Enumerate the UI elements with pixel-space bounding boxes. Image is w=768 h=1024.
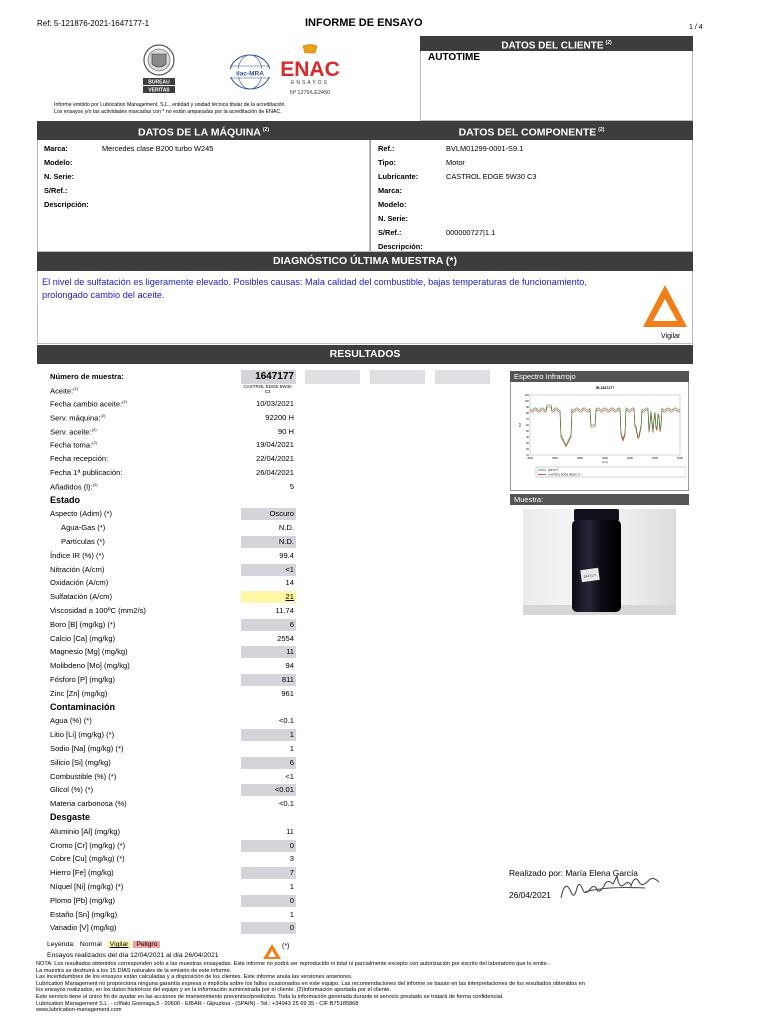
sample-number: 1647177: [241, 370, 296, 384]
component-field-value: BVLM01299-0001-S9.1: [446, 144, 524, 153]
results-value: 11: [286, 826, 294, 836]
results-value: 1: [289, 909, 294, 919]
report-title: INFORME DE ENSAYO: [305, 17, 423, 29]
client-section-title: DATOS DEL CLIENTE: [501, 40, 604, 52]
results-value: <0.1: [279, 799, 294, 809]
oil-value: CASTROL EDGE 5W30 C3: [243, 384, 292, 394]
legend-vigilar: Vigilar: [107, 941, 132, 948]
results-label: Cobre [Cu] (mg/kg) (*): [50, 854, 125, 864]
page-number: 1 / 4: [689, 24, 703, 31]
results-section-title: Desgaste: [50, 812, 91, 822]
results-value: 5: [289, 481, 294, 491]
client-section-header: [420, 36, 693, 51]
results-value: 10/03/2021: [255, 399, 294, 408]
results-label: Serv. aceite:$^{(2)}$: [50, 426, 97, 437]
spectrum-x-tick: 4000: [527, 457, 533, 460]
spectrum-legend-entry: CASTROL EDGE 5W30 C3: [548, 473, 580, 477]
spectrum-y-tick: 70: [526, 418, 529, 421]
results-label: Nitración (A/cm): [50, 564, 105, 574]
footer-notes: [36, 961, 736, 1014]
legend: [47, 941, 160, 948]
results-value: 0: [241, 922, 296, 934]
client-sup: (2): [605, 40, 612, 46]
results-label: Aluminio [Al] (mg/kg): [50, 826, 121, 836]
results-label: Fecha 1ª publicación:: [50, 468, 123, 477]
results-value: N.D.: [278, 523, 294, 533]
results-value: <1: [241, 564, 296, 576]
spectrum-y-tick: 30: [526, 442, 529, 445]
results-section-title: Contaminación: [50, 701, 116, 712]
results-label: Agua (%) (*): [50, 716, 92, 726]
results-label: Calcio [Ca] (mg/kg): [50, 633, 115, 643]
results-label: Fecha recepción:: [50, 454, 109, 464]
signature-date: 26/04/2021: [509, 890, 551, 900]
spectrum-x-unit: cm-1: [602, 461, 608, 464]
component-field-value: CASTROL EDGE 5W30 C3: [446, 172, 537, 181]
legend-normal: Normal: [79, 941, 102, 948]
spectrum-y-tick: 10: [526, 454, 529, 457]
results-label: Número de muestra:: [50, 372, 124, 381]
results-value: 811: [241, 674, 296, 686]
results-value: <0.01: [241, 784, 296, 796]
results-label: Aceite:$^{(2)}$: [50, 386, 79, 396]
spectrum-x-tick: 1000: [677, 457, 683, 460]
results-label: Serv. máquina:$^{(2)}$: [50, 412, 106, 423]
results-value: 21: [241, 591, 296, 603]
enac-number: Nº 1279/LE2450: [289, 90, 331, 96]
results-value: 22/04/2021: [255, 454, 294, 464]
results-section-title: Estado: [50, 494, 81, 505]
diagnosis-section-header: DIAGNÓSTICO ÚLTIMA MUESTRA (*): [37, 252, 693, 271]
component-field-value: Motor: [446, 158, 465, 167]
spectrum-x-tick: 2000: [627, 457, 633, 460]
component-field-label: Lubricante:: [378, 172, 419, 181]
spectrum-x-tick: 2500: [602, 457, 608, 460]
spectrum-x-tick: 3500: [552, 457, 558, 460]
component-field-label: Marca:: [378, 186, 402, 195]
machine-field-label: Descripción:: [44, 200, 89, 209]
footer-line: www.lubrication-management.com: [36, 1007, 122, 1014]
diagnosis-text: El nivel de sulfatación es ligeramente elevado. Posibles causas: Mala calidad del combustible, bajas temperaturas de funcionamiento, prolongado cambio del aceite.: [42, 277, 587, 300]
accreditation-line: Los ensayos y/o las actividades marcadas con * no están amparadas por la acreditación de ENAC.: [54, 109, 282, 115]
results-value: 1: [289, 882, 294, 891]
results-label: Partículas (*): [61, 537, 105, 546]
spectrum-legend-entry: 1647177: [548, 469, 559, 472]
footer-line: los ensayos realizados, en los datos históricos del equipo y en la información suministrada por el cliente. (2)Información aportada por el cliente.: [36, 987, 392, 994]
results-label: Sodio [Na] (mg/kg) (*): [50, 744, 124, 753]
component-section-title: DATOS DEL COMPONENTE: [458, 126, 597, 139]
spectrum-y-tick: 60: [526, 424, 529, 427]
results-label: Viscosidad a 100ºC (mm2/s): [50, 606, 146, 615]
results-value: 26/04/2021: [255, 468, 294, 477]
spectrum-y-unit: %T: [518, 422, 522, 427]
spectrum-x-tick: 1500: [652, 457, 658, 460]
accreditation-note: [54, 102, 384, 116]
machine-field-value: Mercedes clase B200 turbo W245: [102, 144, 214, 153]
footer-line: Lubrication Management no proporciona ninguna garantía expresa o implícita sobre los fallos ocasionados en este equipo. Las recomendaciones del informe se basan en las interpretaciones de los resultados obtenidos en: [36, 980, 585, 987]
results-label: Litio [Li] (mg/kg) (*): [50, 730, 115, 740]
component-field-label: Ref.:: [378, 144, 395, 153]
results-label: Materia carbonosa (%): [50, 799, 127, 809]
spectrum-y-tick: 20: [526, 448, 529, 451]
results-section-header: RESULTADOS: [37, 345, 693, 364]
ilac-logo: [227, 52, 273, 92]
results-label: Magnesio [Mg] (mg/kg): [50, 647, 128, 657]
tested-dates: Ensayos realizados del día 12/04/2021 al día 26/04/2021: [47, 952, 219, 959]
spectrum-y-tick: 50: [526, 430, 529, 433]
results-label: Silicio [Si] (mg/kg): [50, 757, 111, 767]
results-value: Oscuro: [241, 508, 296, 520]
results-label: Fósforo [P] (mg/kg): [50, 675, 115, 684]
bureau-veritas-logo: [137, 42, 181, 98]
spectrum-y-tick: 40: [526, 436, 529, 439]
legend-peligro: Peligro: [133, 941, 160, 948]
results-label: Estaño [Sn] (mg/kg): [50, 909, 118, 919]
history-cell: [305, 370, 360, 384]
enac-logo: [272, 44, 348, 100]
results-value: 0: [241, 840, 296, 852]
spectrum-x-tick: 3000: [577, 457, 583, 460]
spectrum-y-tick: 80: [526, 412, 529, 415]
results-label: Sulfatación (A/cm): [50, 592, 113, 602]
machine-section-title: DATOS DE LA MÁQUINA: [137, 126, 261, 139]
sample-photo: [523, 509, 676, 620]
accreditation-line: Informe emitido por Lubrication Management, S.L., entidad y unidad técnica titular de la acreditación.: [54, 102, 286, 108]
results-value: 0: [241, 895, 296, 907]
legend-label: Leyenda:: [47, 941, 75, 948]
results-label: Agua-Gas (*): [61, 523, 106, 533]
results-value: 6: [241, 757, 296, 769]
spectrum-y-tick: 100: [524, 400, 529, 403]
results-value: 11: [241, 646, 296, 658]
results-value: 90 H: [277, 426, 294, 436]
component-section-header: [370, 121, 693, 140]
spectrum-chart-title: IR-1647177: [595, 386, 615, 390]
results-label: Níquel [Ni] (mg/kg) (*): [50, 882, 124, 891]
spectrum-chart: [516, 383, 686, 494]
spectrum-title: Espectro Infrarrojo: [510, 371, 689, 382]
results-label: Glicol (%) (*): [50, 785, 94, 795]
results-value: 7: [241, 867, 296, 879]
results-value: 94: [285, 661, 294, 671]
component-field-label: Tipo:: [378, 158, 396, 167]
results-value: 92200 H: [265, 412, 294, 422]
results-value: 3: [289, 854, 294, 864]
bv-line1: BUREAU: [148, 79, 170, 86]
machine-field-label: Marca:: [44, 144, 68, 153]
results-value: 19/04/2021: [255, 440, 294, 450]
results-value: 961: [281, 688, 294, 698]
results-label: Combustible (%) (*): [50, 771, 117, 781]
machine-field-label: Modelo:: [44, 158, 73, 167]
history-cell: [370, 370, 425, 384]
enac-name: ENAC: [280, 58, 340, 81]
ilac-text: ilac-MRA: [236, 70, 264, 78]
results-value: 1: [289, 744, 294, 753]
machine-section-header: [37, 121, 370, 140]
sample-title: Muestra:: [510, 494, 689, 505]
component-box: [370, 140, 693, 252]
footer-line: Las incertidumbres de los ensayos están calculadas y a disposición de los clientes. Este informe anula las versiones anteriores.: [36, 974, 353, 981]
footer-line: NOTA: Los resultados obtenidos corresponden sólo a las muestras ensayadas. Este informe no podrá ser reproducido ni total ni parcialmente excepto con autorización por escrito del laboratorio que lo emite.: [36, 961, 549, 967]
results-label: Cromo [Cr] (mg/kg) (*): [50, 840, 126, 850]
spectrum-y-tick: 90: [526, 406, 529, 409]
spectrum-y-tick: 110: [524, 394, 529, 397]
handwritten-signature: [555, 872, 685, 913]
results-value: 99.4: [279, 550, 294, 560]
results-label: Molibdeno [Mo] (mg/kg): [50, 661, 130, 671]
client-name: AUTOTIME: [428, 52, 481, 63]
component-sup: (2): [598, 127, 605, 133]
results-label: Aspecto (Adim) (*): [50, 509, 113, 519]
results-label: Zinc [Zn] (mg/kg): [50, 688, 108, 698]
machine-field-label: N. Serie:: [44, 172, 74, 181]
results-value: 6: [241, 619, 296, 631]
component-field-label: Descripción:: [378, 242, 423, 251]
results-label: Boro [B] (mg/kg) (*): [50, 619, 116, 629]
component-field-value: 000000727|1.1: [446, 228, 496, 237]
results-value: 2554: [277, 633, 294, 643]
component-field-label: Modelo:: [378, 200, 407, 209]
warning-mark: (*): [282, 943, 290, 950]
report-ref: Ref: 5-121876-2021-1647177-1: [37, 19, 150, 28]
machine-sup: (2): [262, 127, 269, 133]
results-value: <1: [285, 771, 294, 781]
results-value: 1: [241, 729, 296, 741]
footer-line: Lubrication Management S.L. - c/Iñaki Goenaga,5 - 20600 - EIBAR - Gipuzkoa - (SPAIN) - Tel.: +34943 25 69 35 - CIF:B75185868: [36, 1000, 359, 1007]
results-label: Añadidos (l):$^{(2)}$: [50, 481, 98, 492]
results-value: 11.74: [275, 606, 294, 615]
results-value: 14: [285, 578, 294, 588]
results-label: Oxidación (A/cm): [50, 578, 109, 588]
footer-line: Este servicio tiene el único fin de ayudar en las acciones de mantenimiento preventivo/predictivo. Toda la información generada durante el servicio prestado se tratará de forma confidencial.: [36, 993, 504, 1000]
history-cell: [435, 370, 490, 384]
machine-box: [37, 140, 370, 252]
signer-name: Realizado por: María Elena García: [509, 868, 638, 878]
results-label: Fecha cambio aceite:$^{(2)}$: [50, 399, 128, 409]
results-label: Fecha toma:$^{(2)}$: [50, 440, 98, 450]
results-label: Hierro [Fe] (mg/kg): [50, 868, 114, 878]
warning-triangle-icon: [641, 283, 689, 334]
bv-line2: VERITAS: [148, 87, 170, 94]
footer-line: La muestra se destruirá a los 15 DÍAS naturales de la emisión de este informe.: [36, 967, 232, 974]
diagnosis-status: Vigilar: [661, 333, 681, 340]
component-field-label: S/Ref.:: [378, 228, 402, 237]
enac-sub: ENSAYOS: [291, 80, 329, 86]
results-label: Vanadio [V] (mg/kg): [50, 923, 117, 933]
results-value: <0.1: [279, 716, 294, 726]
results-label: Plomo [Pb] (mg/kg): [50, 895, 115, 905]
component-field-label: N. Serie:: [378, 214, 408, 223]
machine-field-label: S/Ref.:: [44, 186, 68, 195]
sample-label-text: 1647177: [583, 573, 597, 579]
results-value: N.D.: [241, 536, 296, 548]
results-label: Índice IR (%) (*): [50, 550, 105, 560]
